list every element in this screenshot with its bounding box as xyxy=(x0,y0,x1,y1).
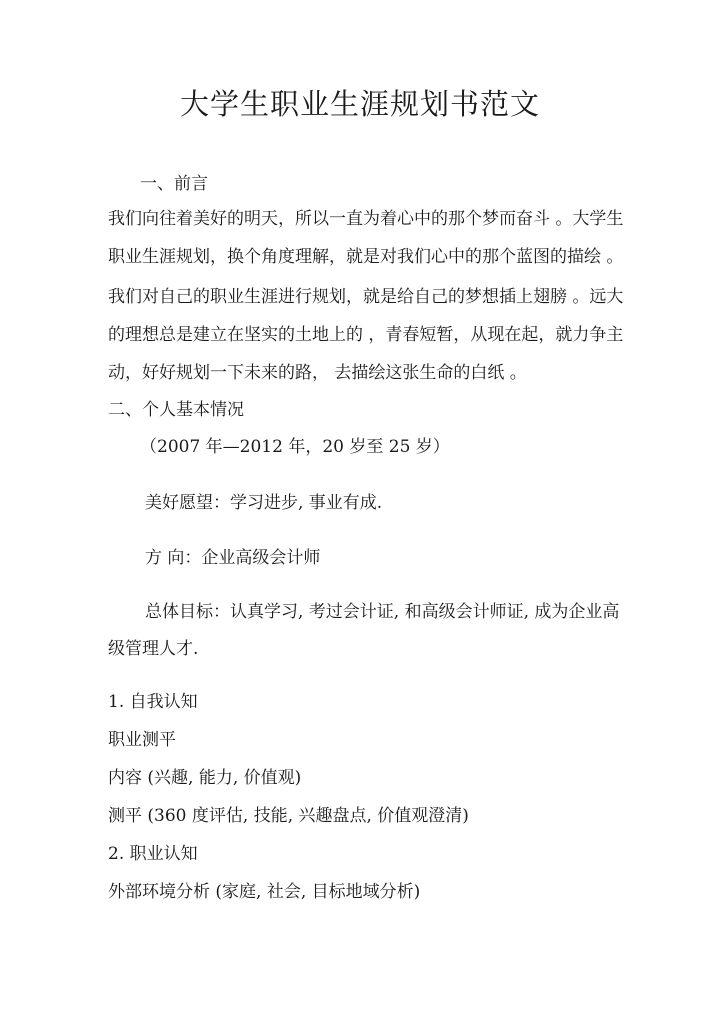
document-title: 大学生职业生涯规划书范文 xyxy=(179,87,540,121)
list-item: 1. 自我认知 xyxy=(108,692,198,712)
list-item: 内容 (兴趣, 能力, 价值观) xyxy=(108,768,302,788)
wish-text: 美好愿望：学习进步, 事业有成. xyxy=(145,493,383,513)
goal-text-line1: 总体目标：认真学习, 考过会计证, 和高级会计师证, 成为企业高 xyxy=(145,602,620,622)
paragraph-line: 动，好好规划一下未来的路， 去描绘这张生命的白纸 。 xyxy=(108,363,527,383)
paragraph-line: 我们对自己的职业生涯进行规划，就是给自己的梦想插上翅膀 。远大 xyxy=(108,287,624,307)
list-item: 测平 (360 度评估, 技能, 兴趣盘点, 价值观澄清) xyxy=(108,806,469,826)
list-item: 职业测平 xyxy=(108,730,176,750)
list-item: 外部环境分析 (家庭, 社会, 目标地域分析) xyxy=(108,882,421,902)
direction-text: 方 向：企业高级会计师 xyxy=(145,548,321,568)
section-heading-preface: 一、前言 xyxy=(140,174,208,194)
period-text: （2007 年—2012 年，20 岁至 25 岁） xyxy=(140,437,450,457)
section-heading-personal-info: 二、个人基本情况 xyxy=(108,400,244,420)
goal-text-line2: 级管理人才. xyxy=(108,639,199,659)
list-item: 2. 职业认知 xyxy=(108,844,198,864)
paragraph-line: 的理想总是建立在坚实的土地上的 ，青春短暂，从现在起，就力争主 xyxy=(108,325,624,345)
paragraph-line: 我们向往着美好的明天，所以一直为着心中的那个梦而奋斗 。大学生 xyxy=(108,209,624,229)
paragraph-line: 职业生涯规划，换个角度理解，就是对我们心中的那个蓝图的描绘 。 xyxy=(108,247,624,267)
